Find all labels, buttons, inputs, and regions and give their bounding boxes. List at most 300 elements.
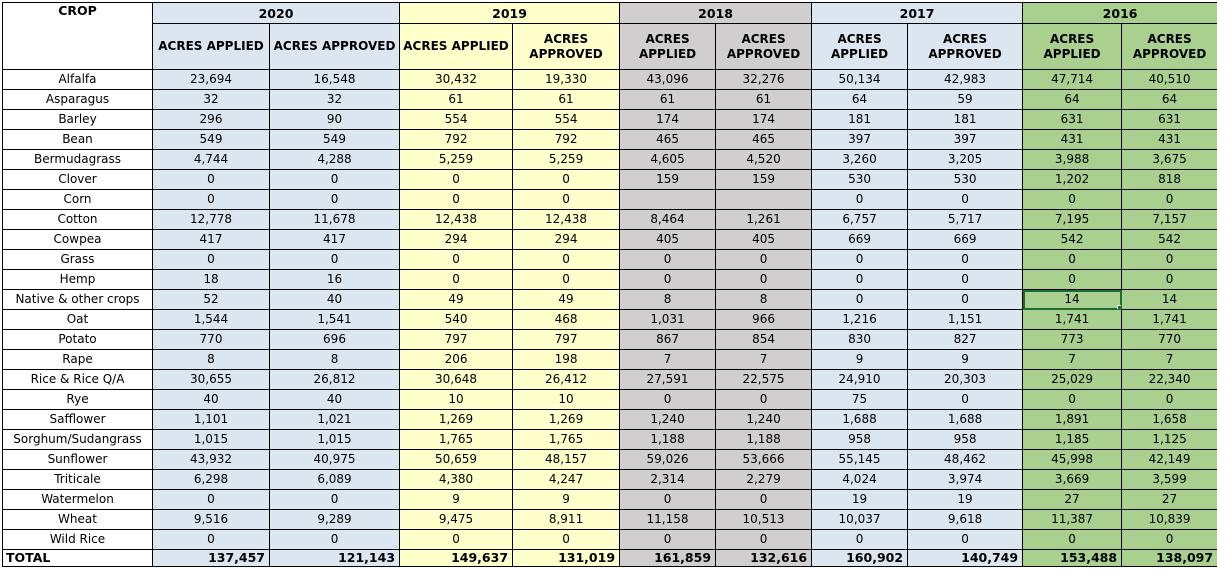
acres-applied-cell[interactable]: 8 [620, 290, 716, 310]
acres-approved-cell[interactable]: 198 [513, 350, 620, 370]
acres-applied-cell[interactable]: 296 [153, 110, 270, 130]
acres-approved-cell[interactable]: 0 [513, 170, 620, 190]
acres-approved-cell[interactable]: 53,666 [716, 450, 812, 470]
acres-applied-cell[interactable]: 0 [620, 270, 716, 290]
acres-applied-cell[interactable]: 6,757 [812, 210, 908, 230]
year-header-2016[interactable]: 2016 [1023, 3, 1217, 24]
acres-approved-cell[interactable]: 5,259 [513, 150, 620, 170]
acres-approved-cell[interactable]: 61 [513, 90, 620, 110]
acres-applied-cell[interactable]: 0 [153, 250, 270, 270]
acres-applied-cell[interactable]: 0 [620, 250, 716, 270]
acres-approved-cell[interactable]: 131,019 [513, 550, 620, 567]
acres-applied-cell[interactable]: 3,260 [812, 150, 908, 170]
acres-approved-cell[interactable]: 8 [716, 290, 812, 310]
acres-applied-cell[interactable]: 0 [153, 170, 270, 190]
acres-applied-cell[interactable]: 8 [153, 350, 270, 370]
acres-approved-cell[interactable]: 174 [716, 110, 812, 130]
acres-applied-cell[interactable]: 0 [1023, 250, 1122, 270]
crop-name-cell[interactable]: Rape [3, 350, 153, 370]
acres-approved-cell[interactable]: 16,548 [270, 70, 400, 90]
acres-approved-cell[interactable]: 1,240 [716, 410, 812, 430]
acres-applied-cell[interactable]: 4,605 [620, 150, 716, 170]
acres-approved-cell[interactable]: 0 [270, 250, 400, 270]
acres-applied-cell[interactable]: 40 [153, 390, 270, 410]
acres-approved-header[interactable]: ACRES APPROVED [270, 24, 400, 70]
acres-applied-cell[interactable]: 1,101 [153, 410, 270, 430]
acres-approved-cell[interactable]: 7 [716, 350, 812, 370]
acres-approved-cell[interactable]: 10 [513, 390, 620, 410]
acres-approved-cell[interactable]: 0 [1122, 190, 1217, 210]
crop-name-cell[interactable]: Alfalfa [3, 70, 153, 90]
acres-applied-cell[interactable]: 2,314 [620, 470, 716, 490]
table-row [3, 390, 1217, 410]
acres-applied-cell[interactable]: 11,158 [620, 510, 716, 530]
acres-applied-cell[interactable]: 0 [400, 530, 513, 550]
acres-approved-cell[interactable]: 417 [270, 230, 400, 250]
total-label-cell[interactable]: TOTAL [3, 550, 153, 567]
acres-applied-cell[interactable]: 8,464 [620, 210, 716, 230]
acres-applied-cell[interactable]: 4,380 [400, 470, 513, 490]
acres-approved-cell[interactable]: 140,749 [908, 550, 1023, 567]
acres-approved-cell[interactable]: 1,021 [270, 410, 400, 430]
acres-approved-cell[interactable]: 1,541 [270, 310, 400, 330]
acres-approved-cell[interactable]: 0 [908, 270, 1023, 290]
acres-approved-cell[interactable]: 7 [1122, 350, 1217, 370]
acres-approved-cell[interactable]: 1,125 [1122, 430, 1217, 450]
acres-applied-cell[interactable]: 25,029 [1023, 370, 1122, 390]
acres-applied-cell[interactable]: 0 [1023, 190, 1122, 210]
acres-applied-cell[interactable]: 773 [1023, 330, 1122, 350]
acres-approved-cell[interactable]: 27 [1122, 490, 1217, 510]
acres-applied-cell[interactable]: 4,744 [153, 150, 270, 170]
acres-applied-cell[interactable]: 0 [1023, 530, 1122, 550]
acres-approved-cell[interactable]: 26,812 [270, 370, 400, 390]
acres-applied-cell[interactable]: 4,024 [812, 470, 908, 490]
acres-applied-cell[interactable] [620, 190, 716, 210]
acres-approved-cell[interactable]: 770 [1122, 330, 1217, 350]
acres-approved-cell[interactable]: 8,911 [513, 510, 620, 530]
acres-applied-cell[interactable]: 27 [1023, 490, 1122, 510]
acres-approved-cell[interactable]: 797 [513, 330, 620, 350]
acres-applied-cell[interactable]: 431 [1023, 130, 1122, 150]
acres-approved-cell[interactable]: 1,261 [716, 210, 812, 230]
acres-approved-cell[interactable]: 468 [513, 310, 620, 330]
acres-approved-cell[interactable]: 40 [270, 390, 400, 410]
acres-applied-cell[interactable]: 797 [400, 330, 513, 350]
crop-name-cell[interactable]: Grass [3, 250, 153, 270]
acres-applied-cell[interactable]: 542 [1023, 230, 1122, 250]
acres-approved-cell[interactable]: 397 [908, 130, 1023, 150]
acres-applied-cell[interactable]: 0 [812, 190, 908, 210]
acres-approved-cell[interactable]: 40,975 [270, 450, 400, 470]
acres-applied-header[interactable]: ACRES APPLIED [153, 24, 270, 70]
acres-approved-header[interactable]: ACRES APPROVED [513, 24, 620, 70]
acres-approved-cell[interactable]: 958 [908, 430, 1023, 450]
crop-name-cell[interactable]: Corn [3, 190, 153, 210]
acres-approved-cell[interactable]: 49 [513, 290, 620, 310]
crop-name-cell[interactable]: Oat [3, 310, 153, 330]
acres-applied-cell[interactable]: 1,269 [400, 410, 513, 430]
crop-name-cell[interactable]: Sunflower [3, 450, 153, 470]
acres-applied-cell[interactable]: 0 [400, 270, 513, 290]
acres-applied-cell[interactable]: 30,432 [400, 70, 513, 90]
acres-approved-cell[interactable] [716, 190, 812, 210]
acres-approved-cell[interactable]: 0 [270, 530, 400, 550]
acres-applied-cell[interactable]: 32 [153, 90, 270, 110]
acres-applied-cell[interactable]: 24,910 [812, 370, 908, 390]
crop-name-cell[interactable]: Sorghum/Sudangrass [3, 430, 153, 450]
acres-applied-cell[interactable]: 181 [812, 110, 908, 130]
crop-name-cell[interactable]: Potato [3, 330, 153, 350]
acres-applied-cell[interactable]: 49 [400, 290, 513, 310]
acres-approved-cell[interactable]: 0 [270, 490, 400, 510]
acres-applied-cell[interactable]: 5,259 [400, 150, 513, 170]
acres-approved-cell[interactable]: 0 [908, 250, 1023, 270]
crop-name-cell[interactable]: Wheat [3, 510, 153, 530]
acres-applied-cell[interactable]: 30,655 [153, 370, 270, 390]
crop-name-cell[interactable]: Barley [3, 110, 153, 130]
acres-approved-cell[interactable]: 0 [513, 250, 620, 270]
acres-applied-cell[interactable]: 206 [400, 350, 513, 370]
acres-applied-cell[interactable]: 43,932 [153, 450, 270, 470]
acres-approved-cell[interactable]: 16 [270, 270, 400, 290]
acres-approved-cell[interactable]: 465 [716, 130, 812, 150]
acres-applied-cell[interactable]: 1,188 [620, 430, 716, 450]
acres-approved-cell[interactable]: 1,188 [716, 430, 812, 450]
acres-applied-header[interactable]: ACRES APPLIED [1023, 24, 1122, 70]
crop-name-cell[interactable]: Cotton [3, 210, 153, 230]
acres-approved-cell[interactable]: 5,717 [908, 210, 1023, 230]
acres-approved-cell[interactable]: 631 [1122, 110, 1217, 130]
acres-approved-cell[interactable]: 0 [716, 390, 812, 410]
table-row [3, 330, 1217, 350]
acres-approved-cell[interactable]: 1,658 [1122, 410, 1217, 430]
acres-applied-cell[interactable]: 159 [620, 170, 716, 190]
acres-approved-cell[interactable]: 9 [908, 350, 1023, 370]
acres-approved-cell[interactable]: 3,205 [908, 150, 1023, 170]
table-row [3, 350, 1217, 370]
acres-applied-cell[interactable]: 554 [400, 110, 513, 130]
crop-name-cell[interactable]: Clover [3, 170, 153, 190]
fill-handle[interactable] [1117, 305, 1122, 310]
acres-approved-cell[interactable]: 59 [908, 90, 1023, 110]
acres-applied-cell[interactable]: 0 [400, 190, 513, 210]
crop-name-cell[interactable]: Watermelon [3, 490, 153, 510]
acres-applied-cell[interactable]: 52 [153, 290, 270, 310]
acres-approved-cell[interactable]: 0 [908, 190, 1023, 210]
year-header-2019[interactable]: 2019 [400, 3, 620, 24]
acres-applied-cell[interactable]: 465 [620, 130, 716, 150]
acres-approved-cell[interactable]: 61 [716, 90, 812, 110]
acres-applied-cell[interactable]: 1,544 [153, 310, 270, 330]
acres-applied-cell[interactable]: 830 [812, 330, 908, 350]
acres-applied-cell[interactable]: 7 [620, 350, 716, 370]
acres-approved-cell[interactable]: 854 [716, 330, 812, 350]
acres-approved-header[interactable]: ACRES APPROVED [1122, 24, 1217, 70]
acres-applied-cell[interactable]: 1,688 [812, 410, 908, 430]
acres-approved-cell[interactable]: 0 [270, 170, 400, 190]
acres-applied-cell[interactable]: 10 [400, 390, 513, 410]
acres-approved-cell[interactable]: 19,330 [513, 70, 620, 90]
acres-applied-cell[interactable]: 12,778 [153, 210, 270, 230]
acres-approved-cell[interactable]: 1,741 [1122, 310, 1217, 330]
acres-applied-cell[interactable]: 61 [400, 90, 513, 110]
acres-approved-cell[interactable]: 0 [716, 270, 812, 290]
acres-approved-header[interactable]: ACRES APPROVED [908, 24, 1023, 70]
acres-applied-cell[interactable]: 12,438 [400, 210, 513, 230]
acres-approved-cell[interactable]: 792 [513, 130, 620, 150]
acres-applied-cell[interactable]: 9 [400, 490, 513, 510]
acres-applied-header[interactable]: ACRES APPLIED [620, 24, 716, 70]
acres-applied-cell[interactable]: 0 [400, 170, 513, 190]
acres-applied-cell[interactable]: 397 [812, 130, 908, 150]
crop-name-cell[interactable]: Triticale [3, 470, 153, 490]
acres-applied-cell[interactable]: 0 [153, 530, 270, 550]
acres-applied-cell[interactable]: 0 [1023, 270, 1122, 290]
acres-approved-cell[interactable]: 0 [716, 250, 812, 270]
acres-applied-cell[interactable]: 294 [400, 230, 513, 250]
year-header-row [3, 3, 1217, 24]
acres-approved-cell[interactable]: 40 [270, 290, 400, 310]
acres-applied-cell[interactable]: 3,669 [1023, 470, 1122, 490]
table-row [3, 90, 1217, 110]
total-row [3, 550, 1217, 567]
acres-applied-cell[interactable]: 0 [812, 270, 908, 290]
acres-approved-cell[interactable]: 0 [1122, 390, 1217, 410]
crop-name-cell[interactable]: Rice & Rice Q/A [3, 370, 153, 390]
acres-approved-cell[interactable]: 0 [716, 490, 812, 510]
acres-approved-header[interactable]: ACRES APPROVED [716, 24, 812, 70]
acres-applied-cell[interactable]: 10,037 [812, 510, 908, 530]
acres-applied-cell[interactable]: 669 [812, 230, 908, 250]
crop-name-cell[interactable]: Cowpea [3, 230, 153, 250]
table-row [3, 370, 1217, 390]
acres-approved-cell[interactable]: 32 [270, 90, 400, 110]
year-header-2018[interactable]: 2018 [620, 3, 812, 24]
acres-approved-cell[interactable]: 20,303 [908, 370, 1023, 390]
acres-approved-cell[interactable]: 0 [716, 530, 812, 550]
acres-applied-cell[interactable]: 27,591 [620, 370, 716, 390]
acres-applied-cell[interactable]: 1,185 [1023, 430, 1122, 450]
selected-cell[interactable]: 14 [1023, 290, 1122, 310]
acres-approved-cell[interactable]: 22,575 [716, 370, 812, 390]
acres-approved-cell[interactable]: 0 [513, 190, 620, 210]
acres-approved-cell[interactable]: 159 [716, 170, 812, 190]
acres-approved-cell[interactable]: 9,289 [270, 510, 400, 530]
acres-approved-cell[interactable]: 669 [908, 230, 1023, 250]
acres-approved-cell[interactable]: 32,276 [716, 70, 812, 90]
acres-applied-cell[interactable]: 770 [153, 330, 270, 350]
crop-name-cell[interactable]: Rye [3, 390, 153, 410]
acres-approved-cell[interactable]: 48,157 [513, 450, 620, 470]
acres-approved-cell[interactable]: 40,510 [1122, 70, 1217, 90]
acres-approved-cell[interactable]: 3,974 [908, 470, 1023, 490]
acres-applied-cell[interactable]: 0 [620, 390, 716, 410]
acres-applied-cell[interactable]: 55,145 [812, 450, 908, 470]
table-row [3, 70, 1217, 90]
acres-applied-cell[interactable]: 417 [153, 230, 270, 250]
acres-applied-cell[interactable]: 0 [153, 490, 270, 510]
acres-applied-cell[interactable]: 7 [1023, 350, 1122, 370]
acres-applied-cell[interactable]: 75 [812, 390, 908, 410]
acres-approved-cell[interactable]: 181 [908, 110, 1023, 130]
acres-approved-cell[interactable]: 827 [908, 330, 1023, 350]
acres-approved-cell[interactable]: 3,675 [1122, 150, 1217, 170]
acres-approved-cell[interactable]: 530 [908, 170, 1023, 190]
acres-applied-cell[interactable]: 30,648 [400, 370, 513, 390]
acres-applied-cell[interactable]: 50,134 [812, 70, 908, 90]
acres-approved-cell[interactable]: 10,513 [716, 510, 812, 530]
acres-approved-cell[interactable]: 0 [1122, 270, 1217, 290]
acres-applied-cell[interactable]: 7,195 [1023, 210, 1122, 230]
acres-applied-cell[interactable]: 18 [153, 270, 270, 290]
year-header-2020[interactable]: 2020 [153, 3, 400, 24]
crop-name-cell[interactable]: Wild Rice [3, 530, 153, 550]
acres-applied-cell[interactable]: 958 [812, 430, 908, 450]
acres-approved-cell[interactable]: 0 [513, 270, 620, 290]
acres-approved-cell[interactable]: 14 [1122, 290, 1217, 310]
crop-name-cell[interactable]: Asparagus [3, 90, 153, 110]
acres-approved-cell[interactable]: 11,678 [270, 210, 400, 230]
acres-applied-cell[interactable]: 0 [812, 290, 908, 310]
acres-applied-cell[interactable]: 160,902 [812, 550, 908, 567]
acres-applied-cell[interactable]: 0 [620, 530, 716, 550]
acres-approved-cell[interactable]: 42,149 [1122, 450, 1217, 470]
acres-applied-cell[interactable]: 23,694 [153, 70, 270, 90]
acres-applied-header[interactable]: ACRES APPLIED [812, 24, 908, 70]
acres-approved-cell[interactable]: 0 [908, 390, 1023, 410]
acres-applied-cell[interactable]: 540 [400, 310, 513, 330]
crop-name-cell[interactable]: Hemp [3, 270, 153, 290]
acres-applied-cell[interactable]: 1,240 [620, 410, 716, 430]
acres-approved-cell[interactable]: 121,143 [270, 550, 400, 567]
acres-approved-cell[interactable]: 4,520 [716, 150, 812, 170]
acres-applied-cell[interactable]: 64 [1023, 90, 1122, 110]
acres-approved-cell[interactable]: 3,599 [1122, 470, 1217, 490]
crop-name-cell[interactable]: Bean [3, 130, 153, 150]
acres-approved-cell[interactable]: 554 [513, 110, 620, 130]
crop-name-cell[interactable]: Safflower [3, 410, 153, 430]
acres-approved-cell[interactable]: 1,688 [908, 410, 1023, 430]
acres-applied-cell[interactable]: 9,516 [153, 510, 270, 530]
acres-approved-cell[interactable]: 26,412 [513, 370, 620, 390]
acres-applied-cell[interactable]: 1,765 [400, 430, 513, 450]
acres-applied-cell[interactable]: 631 [1023, 110, 1122, 130]
acres-applied-cell[interactable]: 137,457 [153, 550, 270, 567]
acres-approved-cell[interactable]: 42,983 [908, 70, 1023, 90]
acres-applied-cell[interactable]: 50,659 [400, 450, 513, 470]
acres-applied-cell[interactable]: 161,859 [620, 550, 716, 567]
crop-column-header[interactable]: CROP [3, 3, 153, 70]
acres-approved-cell[interactable]: 1,015 [270, 430, 400, 450]
acres-approved-cell[interactable]: 8 [270, 350, 400, 370]
acres-approved-cell[interactable]: 0 [908, 530, 1023, 550]
acres-applied-cell[interactable]: 6,298 [153, 470, 270, 490]
acres-approved-cell[interactable]: 4,288 [270, 150, 400, 170]
acres-approved-cell[interactable]: 9,618 [908, 510, 1023, 530]
acres-approved-cell[interactable]: 0 [1122, 250, 1217, 270]
acres-approved-cell[interactable]: 818 [1122, 170, 1217, 190]
acres-approved-cell[interactable]: 1,151 [908, 310, 1023, 330]
acres-approved-cell[interactable]: 2,279 [716, 470, 812, 490]
acres-approved-cell[interactable]: 9 [513, 490, 620, 510]
acres-approved-cell[interactable]: 0 [1122, 530, 1217, 550]
acres-approved-cell[interactable]: 48,462 [908, 450, 1023, 470]
acres-applied-cell[interactable]: 792 [400, 130, 513, 150]
acres-approved-cell[interactable]: 12,438 [513, 210, 620, 230]
acres-applied-cell[interactable]: 43,096 [620, 70, 716, 90]
acres-approved-cell[interactable]: 696 [270, 330, 400, 350]
acres-approved-cell[interactable]: 1,765 [513, 430, 620, 450]
acres-applied-cell[interactable]: 59,026 [620, 450, 716, 470]
acres-approved-cell[interactable]: 132,616 [716, 550, 812, 567]
acres-approved-cell[interactable]: 138,097 [1122, 550, 1217, 567]
acres-applied-cell[interactable]: 0 [400, 250, 513, 270]
acres-approved-cell[interactable]: 64 [1122, 90, 1217, 110]
acres-approved-cell[interactable]: 0 [270, 190, 400, 210]
acres-applied-cell[interactable]: 0 [812, 250, 908, 270]
acres-approved-cell[interactable]: 405 [716, 230, 812, 250]
acres-approved-cell[interactable]: 0 [908, 290, 1023, 310]
acres-applied-cell[interactable]: 3,988 [1023, 150, 1122, 170]
acres-applied-cell[interactable]: 64 [812, 90, 908, 110]
acres-applied-cell[interactable]: 0 [812, 530, 908, 550]
acres-applied-cell[interactable]: 9,475 [400, 510, 513, 530]
acres-applied-cell[interactable]: 1,741 [1023, 310, 1122, 330]
acres-approved-cell[interactable]: 1,269 [513, 410, 620, 430]
acres-approved-cell[interactable]: 966 [716, 310, 812, 330]
acres-applied-cell[interactable]: 0 [620, 490, 716, 510]
acres-applied-cell[interactable]: 1,216 [812, 310, 908, 330]
acres-applied-cell[interactable]: 61 [620, 90, 716, 110]
acres-applied-cell[interactable]: 1,031 [620, 310, 716, 330]
year-header-2017[interactable]: 2017 [812, 3, 1023, 24]
acres-applied-cell[interactable]: 47,714 [1023, 70, 1122, 90]
acres-approved-cell[interactable]: 22,340 [1122, 370, 1217, 390]
acres-applied-cell[interactable]: 1,891 [1023, 410, 1122, 430]
acres-applied-cell[interactable]: 1,015 [153, 430, 270, 450]
acres-applied-cell[interactable]: 45,998 [1023, 450, 1122, 470]
acres-applied-cell[interactable]: 549 [153, 130, 270, 150]
acres-applied-cell[interactable]: 174 [620, 110, 716, 130]
acres-applied-cell[interactable]: 9 [812, 350, 908, 370]
acres-applied-cell[interactable]: 153,488 [1023, 550, 1122, 567]
acres-approved-cell[interactable]: 90 [270, 110, 400, 130]
acres-approved-cell[interactable]: 4,247 [513, 470, 620, 490]
acres-applied-cell[interactable]: 11,387 [1023, 510, 1122, 530]
acres-applied-cell[interactable]: 0 [153, 190, 270, 210]
acres-applied-cell[interactable]: 19 [812, 490, 908, 510]
acres-approved-cell[interactable]: 10,839 [1122, 510, 1217, 530]
acres-applied-header[interactable]: ACRES APPLIED [400, 24, 513, 70]
acres-applied-cell[interactable]: 0 [1023, 390, 1122, 410]
acres-approved-cell[interactable]: 431 [1122, 130, 1217, 150]
acres-approved-cell[interactable]: 549 [270, 130, 400, 150]
acres-approved-cell[interactable]: 6,089 [270, 470, 400, 490]
acres-applied-cell[interactable]: 530 [812, 170, 908, 190]
acres-applied-cell[interactable]: 1,202 [1023, 170, 1122, 190]
acres-approved-cell[interactable]: 294 [513, 230, 620, 250]
crop-name-cell[interactable]: Bermudagrass [3, 150, 153, 170]
acres-applied-cell[interactable]: 867 [620, 330, 716, 350]
acres-approved-cell[interactable]: 0 [513, 530, 620, 550]
acres-applied-cell[interactable]: 405 [620, 230, 716, 250]
acres-approved-cell[interactable]: 19 [908, 490, 1023, 510]
crop-name-cell[interactable]: Native & other crops [3, 290, 153, 310]
acres-approved-cell[interactable]: 7,157 [1122, 210, 1217, 230]
acres-applied-cell[interactable]: 149,637 [400, 550, 513, 567]
acres-approved-cell[interactable]: 542 [1122, 230, 1217, 250]
